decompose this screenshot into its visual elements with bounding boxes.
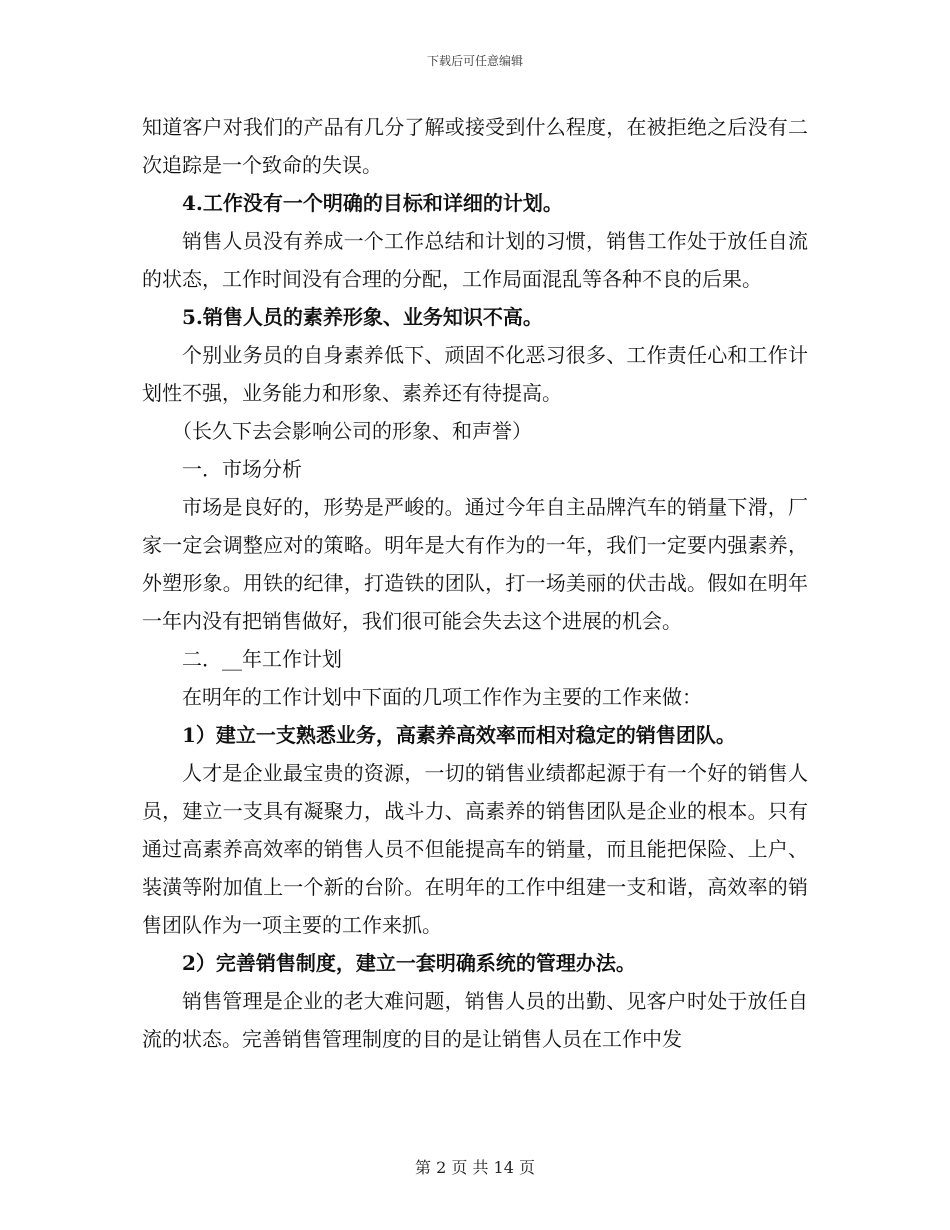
section-heading-market-analysis: 一．市场分析 [182,457,302,481]
paragraph: 销售人员没有养成一个工作总结和计划的习惯，销售工作处于放任自流的状态，工作时间没有合理的分配，工作局面混乱等各种不良的后果。 [142,229,808,291]
paragraph: 在明年的工作计划中下面的几项工作作为主要的工作来做： [182,685,702,709]
paragraph: 销售管理是企业的老大难问题，销售人员的出勤、见客户时处于放任自流的状态。完善销售管理制度的目的是让销售人员在工作中发 [142,989,808,1051]
page-footer: 第 2 页 共 14 页 [415,1158,535,1177]
paragraph: 人才是企业最宝贵的资源，一切的销售业绩都起源于有一个好的销售人员，建立一支具有凝聚力，战斗力、高素养的销售团队是企业的根本。只有通过高素养高效率的销售人员不但能提高车的销量，而且能把保险、上户、装潢等附加值上一个新的台阶。在明年的工作中组建一支和谐，高效率的销售团队作为一项主要的工作来抓。 [142,761,808,937]
heading-item-5: 5.销售人员的素养形象、业务知识不高。 [182,305,543,329]
document-body [142,108,808,1058]
section-heading-work-plan: 二．__年工作计划 [182,647,342,671]
paragraph-note: （长久下去会影响公司的形象、和声誉） [172,419,532,443]
heading-item-4: 4.工作没有一个明确的目标和详细的计划。 [182,191,563,215]
paragraph-continued: 知道客户对我们的产品有几分了解或接受到什么程度，在被拒绝之后没有二次追踪是一个致命的失误。 [142,115,808,177]
paragraph: 市场是良好的，形势是严峻的。通过今年自主品牌汽车的销量下滑，厂家一定会调整应对的策略。明年是大有作为的一年，我们一定要内强素养，外塑形象。用铁的纪律，打造铁的团队，打一场美丽的伏击战。假如在明年一年内没有把销售做好，我们很可能会失去这个进展的机会。 [142,495,808,633]
subheading-1: 1）建立一支熟悉业务，高素养高效率而相对稳定的销售团队。 [182,723,736,747]
subheading-2: 2）完善销售制度，建立一套明确系统的管理办法。 [182,951,636,975]
page-header: 下载后可任意编辑 [426,54,523,68]
paragraph: 个别业务员的自身素养低下、顽固不化恶习很多、工作责任心和工作计划性不强，业务能力和形象、素养还有待提高。 [142,343,808,405]
